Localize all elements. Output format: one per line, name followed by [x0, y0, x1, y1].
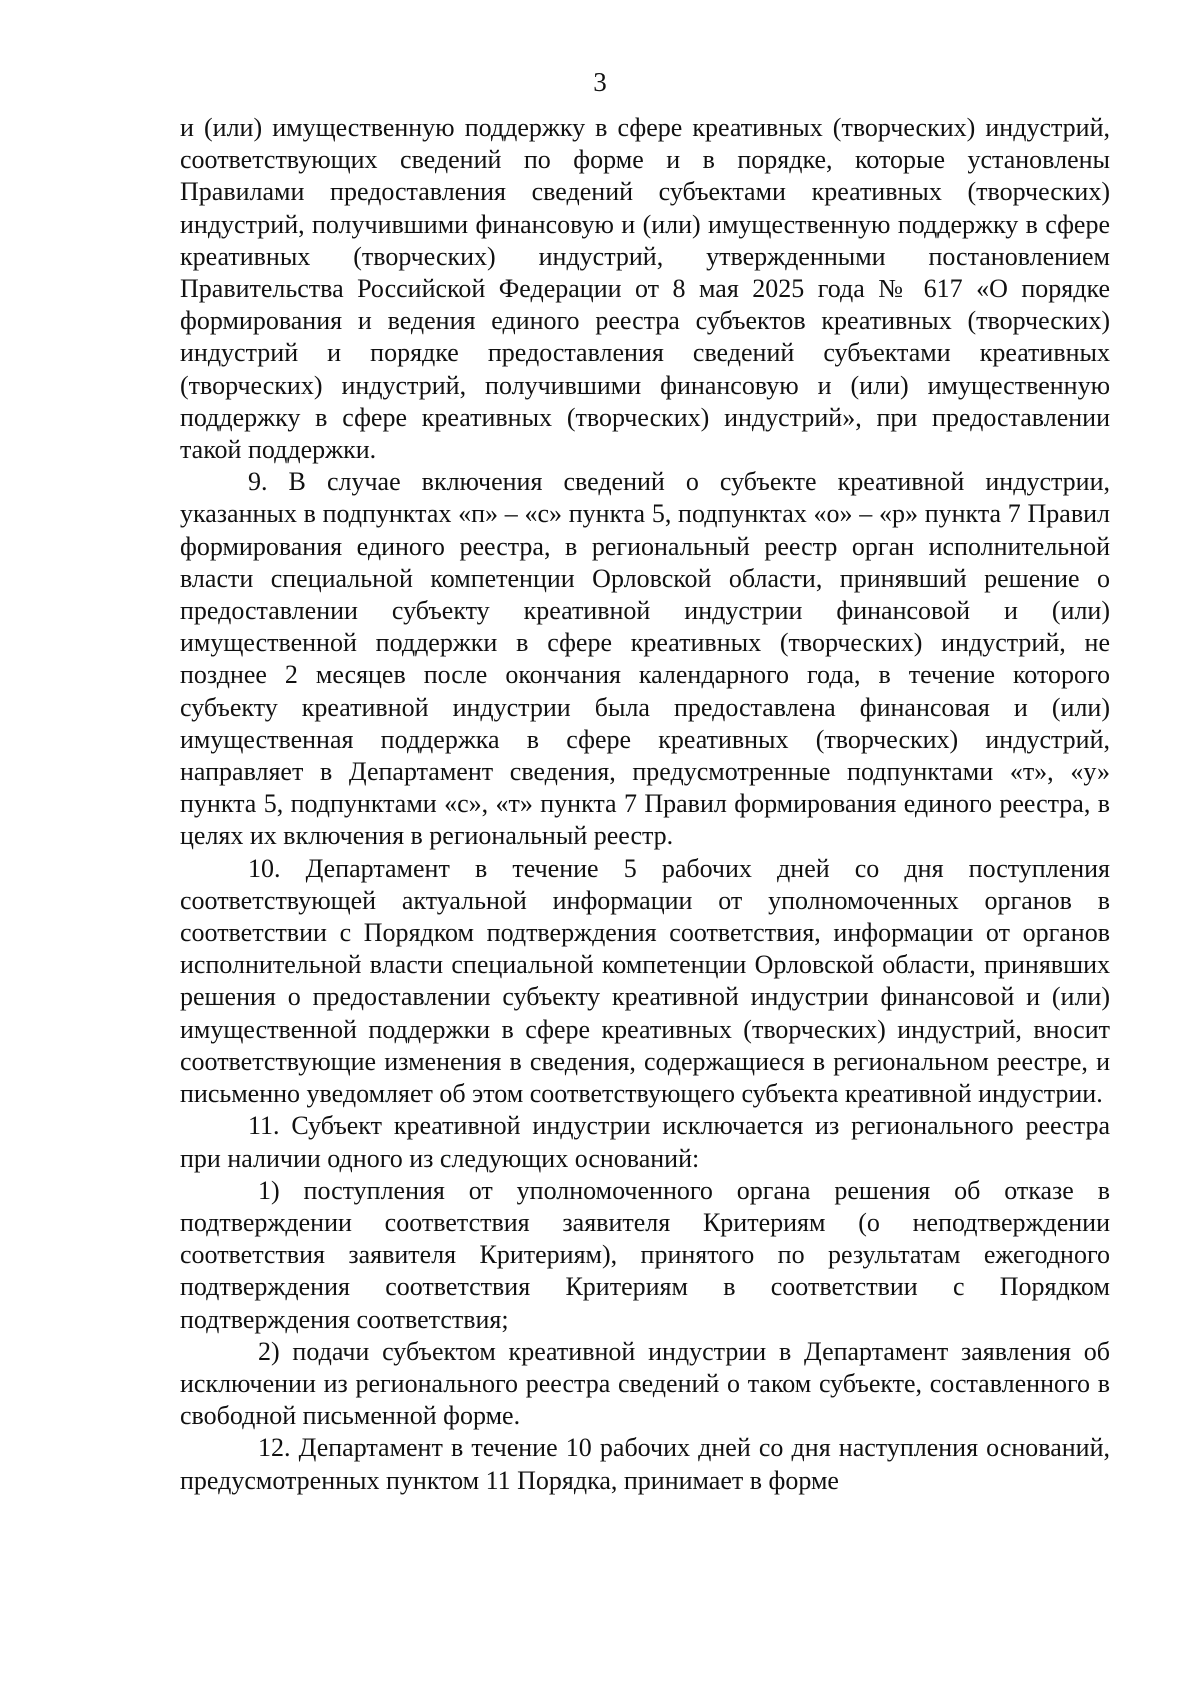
- subparagraph-1: 1) поступления от уполномоченного органа решения об отказе в подтверждении соответствия заявителя Критериям (о неподтверждении соответствия заявителя Критериям), принятого по результатам ежегодного подтверждения соответствия Критериям в соответствии с Порядком подтверждения соответствия;: [180, 1175, 1110, 1334]
- document-body: [180, 112, 1110, 1497]
- paragraph-continuation: и (или) имущественную поддержку в сфере креативных (творческих) индустрий, соответствующих сведений по форме и в порядке, которые установлены Правилами предоставления сведений субъектами креативных (творческих) индустрий, получившими финансовую и (или) имущественную поддержку в сфере креативных (творческих) индустрий, утвержденными постановлением Правительства Российской Федерации от 8 мая 2025 года № 617 «О порядке формирования и ведения единого реестра субъектов креативных (творческих) индустрий и порядке предоставления сведений субъектами креативных (творческих) индустрий, получившими финансовую и (или) имущественную поддержку в сфере креативных (творческих) индустрий», при предоставлении такой поддержки.: [180, 113, 1110, 465]
- paragraph-item-11: 11. Субъект креативной индустрии исключается из регионального реестра при наличии одного из следующих оснований:: [180, 1111, 1110, 1173]
- paragraph-item-10: 10. Департамент в течение 5 рабочих дней со дня поступления соответствующей актуальной информации от уполномоченных органов в соответствии с Порядком подтверждения соответствия, информации от органов исполнительной власти специальной компетенции Орловской области, принявших решения о предоставлении субъекту креативной индустрии финансовой и (или) имущественной поддержки в сфере креативных (творческих) индустрий, вносит соответствующие изменения в сведения, содержащиеся в региональном реестре, и письменно уведомляет об этом соответствующего субъекта креативной индустрии.: [180, 853, 1110, 1109]
- paragraph-item-9: 9. В случае включения сведений о субъекте креативной индустрии, указанных в подпунктах «п» – «с» пункта 5, подпунктах «о» – «р» пункта 7 Правил формирования единого реестра, в региональный реестр орган исполнительной власти специальной компетенции Орловской области, принявший решение о предоставлении субъекту креативной индустрии финансовой и (или) имущественной поддержки в сфере креативных (творческих) индустрий, не позднее 2 месяцев после окончания календарного года, в течение которого субъекту креативной индустрии была предоставлена финансовая и (или) имущественная поддержка в сфере креативных (творческих) индустрий, направляет в Департамент сведения, предусмотренные подпунктами «т», «у» пункта 5, подпунктами «с», «т» пункта 7 Правил формирования единого реестра, в целях их включения в региональный реестр.: [180, 467, 1110, 851]
- paragraph-item-12: 12. Департамент в течение 10 рабочих дней со дня наступления оснований, предусмотренных пунктом 11 Порядка, принимает в форме: [180, 1433, 1110, 1495]
- subparagraph-2: 2) подачи субъектом креативной индустрии в Департамент заявления об исключении из регионального реестра сведений о таком субъекте, составленного в свободной письменной форме.: [180, 1336, 1110, 1431]
- page-number: 3: [593, 67, 607, 97]
